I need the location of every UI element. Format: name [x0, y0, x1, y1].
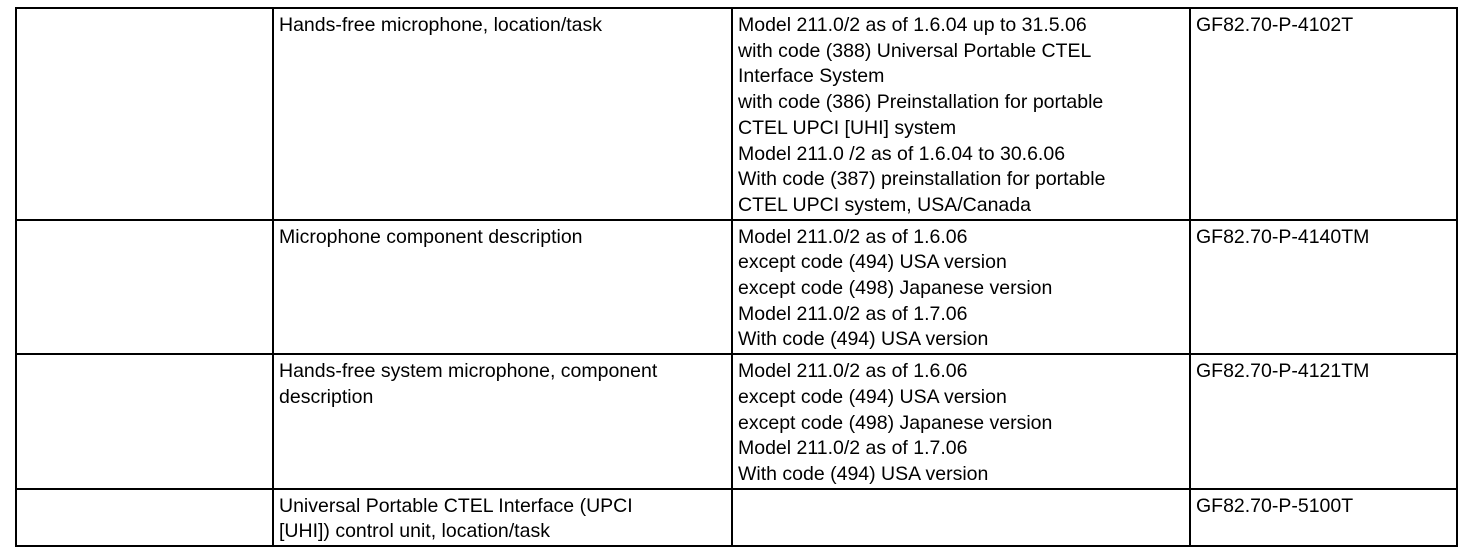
- validity-cell: [732, 354, 1190, 489]
- description-line: Universal Portable CTEL Interface (UPCI: [279, 494, 633, 517]
- validity-line: With code (494) USA version: [738, 462, 989, 485]
- table-row: [16, 8, 1457, 220]
- document-number-cell: [1190, 8, 1457, 220]
- validity-line: except code (498) Japanese version: [738, 411, 1053, 434]
- document-table: [15, 7, 1458, 547]
- validity-line: With code (387) preinstallation for portable: [738, 168, 1106, 191]
- validity-line: except code (494) USA version: [738, 251, 1007, 274]
- validity-line: Model 211.0/2 as of 1.6.04 up to 31.5.06: [738, 14, 1087, 36]
- document-number: GF82.70-P-4121TM: [1196, 360, 1370, 383]
- description-line: [UHI]) control unit, location/task: [279, 520, 550, 543]
- validity-line: with code (388) Universal Portable CTEL: [738, 39, 1092, 62]
- validity-line: except code (494) USA version: [738, 385, 1007, 408]
- empty-cell: [16, 354, 273, 489]
- description-cell: [273, 354, 732, 489]
- document-number: GF82.70-P-5100T: [1196, 494, 1354, 517]
- description-line: Microphone component description: [279, 225, 583, 248]
- description-line: description: [279, 385, 374, 408]
- validity-line: Interface System: [738, 65, 885, 88]
- validity-line: Model 211.0/2 as of 1.7.06: [738, 302, 968, 325]
- validity-cell: [732, 220, 1190, 355]
- description-cell: [273, 220, 732, 355]
- table-row: [16, 489, 1457, 546]
- validity-line: except code (498) Japanese version: [738, 277, 1053, 300]
- document-number: GF82.70-P-4102T: [1196, 14, 1354, 36]
- table-row: [16, 220, 1457, 355]
- validity-line: Model 211.0/2 as of 1.6.06: [738, 360, 968, 383]
- empty-cell: [16, 489, 273, 546]
- validity-line: Model 211.0/2 as of 1.7.06: [738, 437, 968, 460]
- description-line: Hands-free system microphone, component: [279, 360, 658, 383]
- empty-cell: [16, 220, 273, 355]
- document-number: GF82.70-P-4140TM: [1196, 225, 1370, 248]
- validity-line: CTEL UPCI [UHI] system: [738, 116, 957, 139]
- validity-line: Model 211.0/2 as of 1.6.06: [738, 225, 968, 248]
- validity-line: with code (386) Preinstallation for portable: [738, 91, 1104, 114]
- empty-cell: [16, 8, 273, 220]
- validity-line: CTEL UPCI system, USA/Canada: [738, 193, 1031, 216]
- validity-line: With code (494) USA version: [738, 328, 989, 351]
- table-row: [16, 354, 1457, 489]
- description-cell: [273, 489, 732, 546]
- description-cell: [273, 8, 732, 220]
- document-number-cell: [1190, 489, 1457, 546]
- description-line: Hands-free microphone, location/task: [279, 14, 602, 36]
- document-number-cell: [1190, 220, 1457, 355]
- validity-line: Model 211.0 /2 as of 1.6.04 to 30.6.06: [738, 142, 1066, 165]
- validity-cell: [732, 489, 1190, 546]
- document-number-cell: [1190, 354, 1457, 489]
- validity-cell: [732, 8, 1190, 220]
